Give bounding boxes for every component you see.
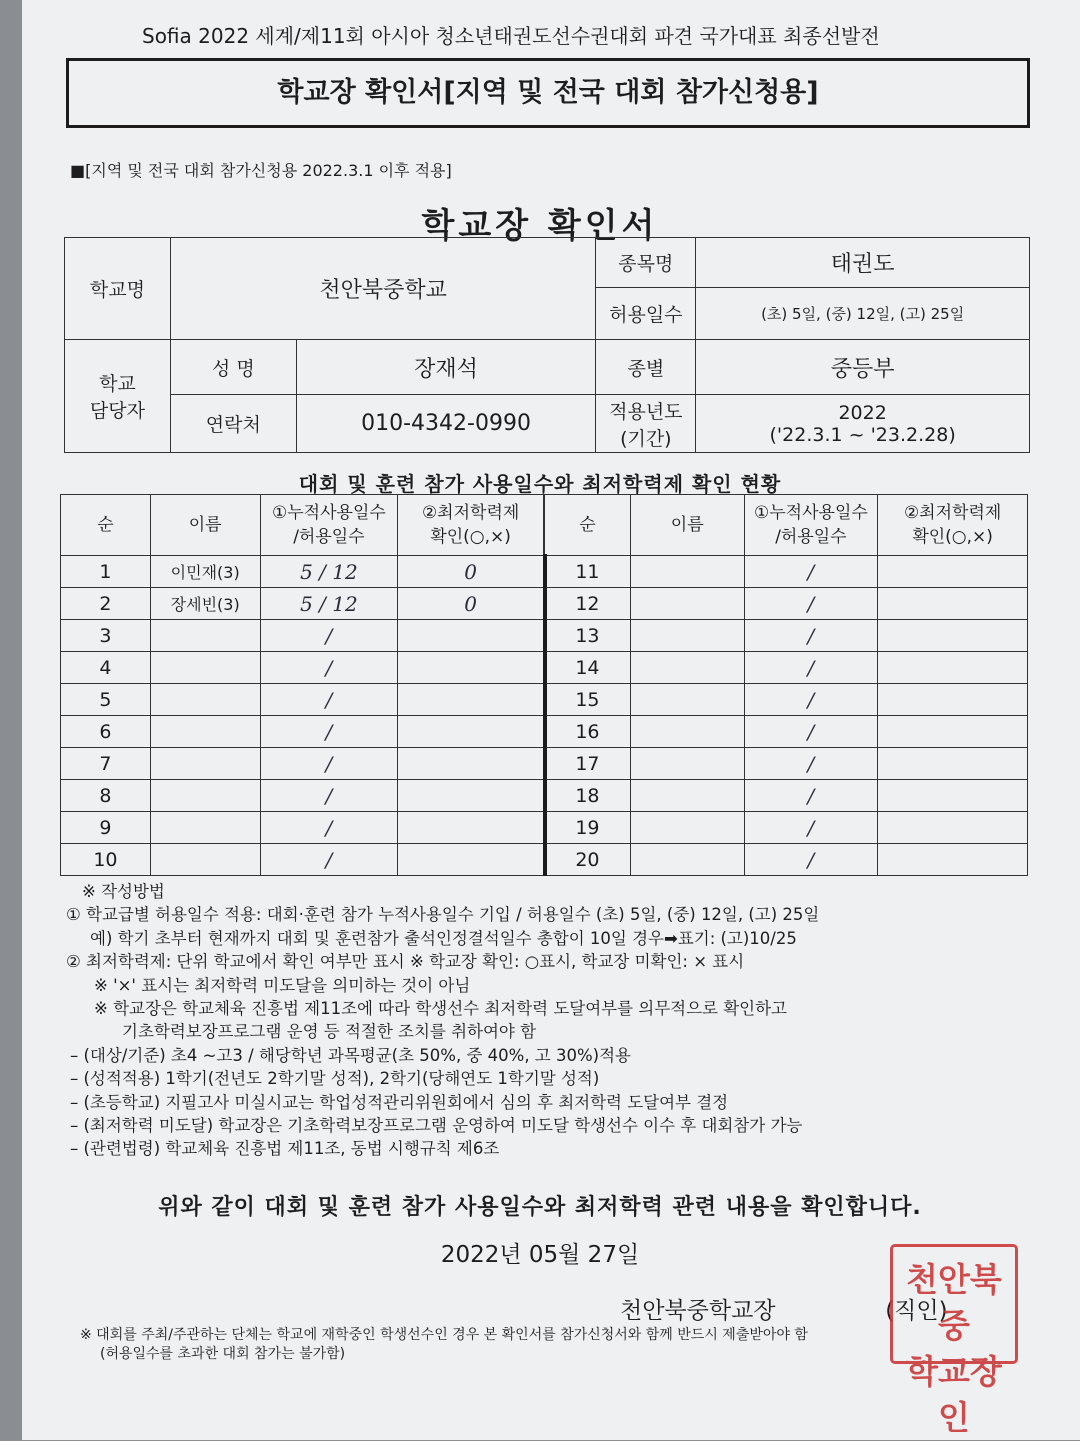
cell-check	[878, 716, 1028, 748]
instruction-line: ① 학교급별 허용일수 적용: 대회·훈련 참가 누적사용일수 기입 / 허용일수 (초) 5일, (중) 12일, (고) 25일	[66, 905, 820, 925]
cell-days: /	[260, 748, 398, 780]
footnote-line: (허용일수를 초과한 대회 참가는 불가함)	[100, 1346, 346, 1362]
cell-no: 6	[61, 716, 151, 748]
cell-no: 7	[61, 748, 151, 780]
cell-check	[398, 652, 544, 684]
cell-no: 5	[61, 684, 151, 716]
cell-name	[630, 684, 744, 716]
cell-name: 이민재(3)	[150, 556, 260, 588]
instruction-line: – (성적적용) 1학기(전년도 2학기말 성적), 2학기(당해연도 1학기말 성적)	[70, 1069, 600, 1089]
signer-name: 천안북중학교장 (직인)	[620, 1298, 948, 1324]
cell-days: /	[260, 620, 398, 652]
cell-name	[150, 844, 260, 876]
cell-days: /	[260, 716, 398, 748]
cell-days: 5 / 12	[260, 588, 398, 620]
table-row	[545, 780, 1028, 812]
table-divider	[543, 554, 547, 876]
table-row	[545, 620, 1028, 652]
cell-name	[150, 652, 260, 684]
instruction-line: ※ '×' 표시는 최저학력 미도달을 의미하는 것이 아님	[94, 975, 471, 995]
cell-name	[630, 588, 744, 620]
cell-no: 10	[61, 844, 151, 876]
cell-days: /	[744, 748, 878, 780]
table-row	[61, 588, 544, 620]
cell-check	[878, 556, 1028, 588]
cell-no: 13	[545, 620, 631, 652]
instruction-line: – (대상/기준) 초4 ~고3 / 해당학년 과목평균(초 50%, 중 40%, 고 30%)적용	[70, 1045, 631, 1065]
table-row	[61, 620, 544, 652]
cell-name	[630, 716, 744, 748]
cell-check	[878, 844, 1028, 876]
division-label: 종별	[596, 340, 696, 395]
table-row	[545, 844, 1028, 876]
cell-no: 4	[61, 652, 151, 684]
cell-check	[878, 588, 1028, 620]
cell-no: 19	[545, 812, 631, 844]
table-row	[61, 780, 544, 812]
year-label: 적용년도 (기간)	[596, 395, 696, 453]
form-title: 학교장 확인서	[421, 206, 659, 246]
cell-check	[398, 780, 544, 812]
cell-no: 17	[545, 748, 631, 780]
instruction-heading: ※ 작성방법	[82, 882, 165, 901]
table-row	[545, 748, 1028, 780]
cell-no: 1	[61, 556, 151, 588]
cell-days: /	[744, 812, 878, 844]
cell-days: /	[744, 780, 878, 812]
cell-check: 0	[398, 556, 544, 588]
cell-name	[150, 780, 260, 812]
cell-check	[398, 812, 544, 844]
cell-check	[878, 684, 1028, 716]
cell-check	[398, 620, 544, 652]
allowed-value: (초) 5일, (중) 12일, (고) 25일	[696, 288, 1030, 340]
footnote	[80, 1326, 808, 1364]
header-name: 이름	[630, 495, 744, 556]
cell-no: 9	[61, 812, 151, 844]
instruction-line: 예) 학기 초부터 현재까지 대회 및 훈련참가 출석인정결석일수 총합이 10일 경우➡표기: (고)10/25	[90, 928, 797, 948]
cell-no: 15	[545, 684, 631, 716]
header-name: 이름	[150, 495, 260, 556]
instruction-line: – (초등학교) 지필고사 미실시교는 학업성적관리위원회에서 심의 후 최저학력 도달여부 결정	[70, 1092, 729, 1112]
cell-name	[630, 748, 744, 780]
cell-check	[398, 684, 544, 716]
official-seal: 천안북중 학교장인	[890, 1244, 1018, 1364]
cell-days: /	[744, 588, 878, 620]
status-table-left	[60, 494, 544, 876]
cell-check	[398, 716, 544, 748]
cell-name	[630, 556, 744, 588]
table-row	[61, 716, 544, 748]
cell-no: 20	[545, 844, 631, 876]
notice-line: ■[지역 및 전국 대회 참가신청용 2022.3.1 이후 적용]	[70, 161, 452, 180]
cell-days: /	[260, 684, 398, 716]
cell-days: /	[744, 620, 878, 652]
table-row	[61, 684, 544, 716]
cell-days: /	[744, 556, 878, 588]
sport-value: 태권도	[696, 238, 1030, 288]
cell-name	[150, 812, 260, 844]
status-title: 대회 및 훈련 참가 사용일수와 최저학력제 확인 현황	[298, 472, 782, 496]
cell-check	[878, 812, 1028, 844]
manager-label: 학교 담당자	[65, 340, 171, 453]
cell-no: 8	[61, 780, 151, 812]
name-label: 성 명	[170, 340, 296, 395]
event-header: Sofia 2022 세계/제11회 아시아 청소년태권도선수권대회 파견 국가대표 최종선발전	[142, 24, 880, 48]
cell-days: /	[744, 652, 878, 684]
cell-check	[878, 652, 1028, 684]
footnote-line: ※ 대회를 주최/주관하는 단체는 학교에 재학중인 학생선수인 경우 본 확인서를 참가신청서와 함께 반드시 제출받아야 함	[80, 1327, 808, 1343]
cell-days: /	[744, 716, 878, 748]
cell-no: 18	[545, 780, 631, 812]
cell-days: 5 / 12	[260, 556, 398, 588]
allowed-label: 허용일수	[596, 288, 696, 340]
cell-days: /	[260, 780, 398, 812]
instruction-line: ※ 학교장은 학교체육 진흥법 제11조에 따라 학생선수 최저학력 도달여부를 의무적으로 확인하고	[94, 999, 787, 1019]
header-no: 순	[61, 495, 151, 556]
table-row	[61, 844, 544, 876]
cell-check	[878, 748, 1028, 780]
table-row	[61, 556, 544, 588]
cell-days: /	[744, 844, 878, 876]
table-row	[545, 556, 1028, 588]
table-row	[61, 812, 544, 844]
cell-check	[878, 780, 1028, 812]
cell-name	[150, 684, 260, 716]
cell-check	[398, 748, 544, 780]
cell-name: 장세빈(3)	[150, 588, 260, 620]
cell-name	[150, 716, 260, 748]
instructions	[66, 880, 1026, 1161]
sport-label: 종목명	[596, 238, 696, 288]
cell-check	[878, 620, 1028, 652]
cell-no: 14	[545, 652, 631, 684]
cell-name	[630, 652, 744, 684]
cell-name	[630, 620, 744, 652]
cell-days: /	[744, 684, 878, 716]
header-no: 순	[545, 495, 631, 556]
confirm-statement: 위와 같이 대회 및 훈련 참가 사용일수와 최저학력 관련 내용을 확인합니다.	[158, 1195, 922, 1220]
cell-check	[398, 844, 544, 876]
school-label: 학교명	[65, 238, 171, 340]
header-days: ①누적사용일수 /허용일수	[744, 495, 878, 556]
box-title: 학교장 확인서[지역 및 전국 대회 참가신청용]	[66, 58, 1030, 128]
cell-days: /	[260, 652, 398, 684]
cell-no: 2	[61, 588, 151, 620]
table-row	[61, 652, 544, 684]
contact-value: 010-4342-0990	[296, 395, 596, 453]
cell-days: /	[260, 812, 398, 844]
instruction-line: ② 최저학력제: 단위 학교에서 확인 여부만 표시 ※ 학교장 확인: ○표시, 학교장 미확인: × 표시	[66, 952, 745, 972]
table-row	[545, 812, 1028, 844]
year-value: 2022 ('22.3.1 ~ '23.2.28)	[696, 395, 1030, 453]
cell-name	[630, 844, 744, 876]
info-table	[64, 237, 1030, 453]
status-table-right	[544, 494, 1028, 876]
school-value: 천안북중학교	[170, 238, 596, 340]
cell-no: 11	[545, 556, 631, 588]
cell-days: /	[260, 844, 398, 876]
table-row	[545, 652, 1028, 684]
cell-name	[150, 748, 260, 780]
instruction-line: 기초학력보장프로그램 운영 등 적절한 조치를 취하여야 함	[122, 1022, 537, 1042]
cell-no: 16	[545, 716, 631, 748]
table-row	[61, 748, 544, 780]
cell-no: 12	[545, 588, 631, 620]
cell-name	[150, 620, 260, 652]
table-row	[545, 684, 1028, 716]
table-row	[545, 588, 1028, 620]
instruction-line: – (최저학력 미도달) 학교장은 기초학력보장프로그램 운영하여 미도달 학생선수 이수 후 대회참가 가능	[70, 1116, 803, 1136]
table-row	[545, 716, 1028, 748]
instruction-line: – (관련법령) 학교체육 진흥법 제11조, 동법 시행규칙 제6조	[70, 1139, 500, 1159]
division-value: 중등부	[696, 340, 1030, 395]
header-days: ①누적사용일수 /허용일수	[260, 495, 398, 556]
issue-date: 2022년 05월 27일	[440, 1242, 640, 1268]
cell-no: 3	[61, 620, 151, 652]
contact-label: 연락처	[170, 395, 296, 453]
name-value: 장재석	[296, 340, 596, 395]
cell-name	[630, 812, 744, 844]
cell-check: 0	[398, 588, 544, 620]
cell-name	[630, 780, 744, 812]
header-academic: ②최저학력제 확인(○,×)	[878, 495, 1028, 556]
header-academic: ②최저학력제 확인(○,×)	[398, 495, 544, 556]
